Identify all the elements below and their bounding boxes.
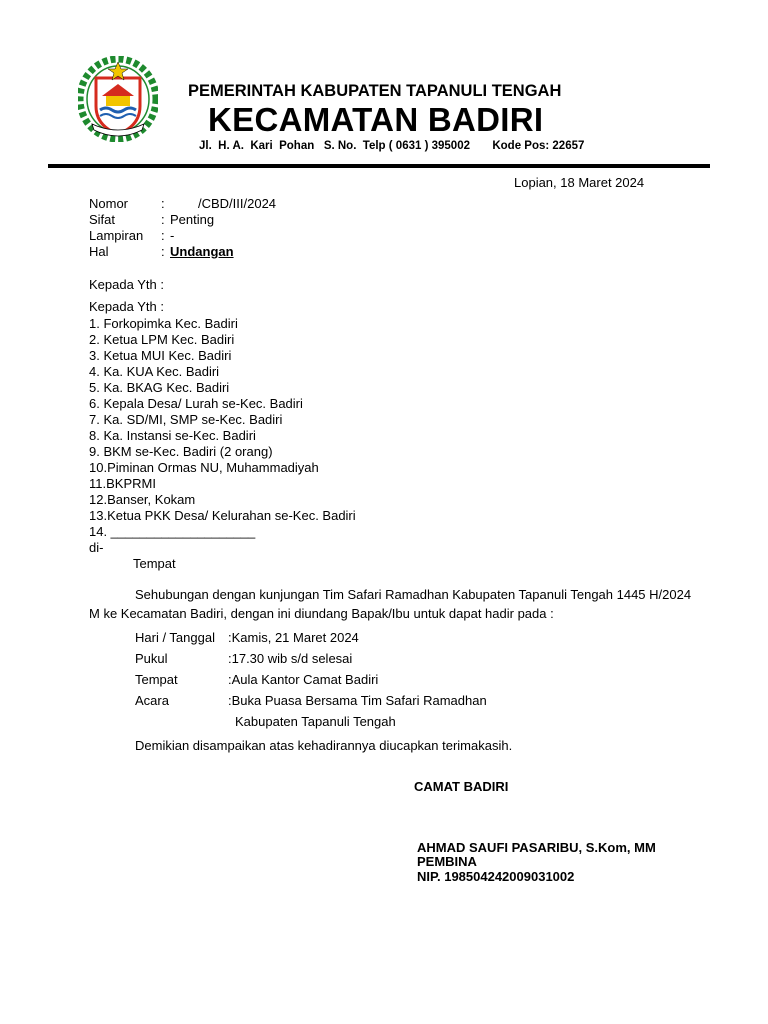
header-office-title: KECAMATAN BADIRI [208,101,544,138]
recipient-item: 12.Banser, Kokam [89,492,196,507]
detail-label-date: Hari / Tanggal [135,630,215,645]
detail-value-event-cont: Kabupaten Tapanuli Tengah [235,714,396,729]
place-date: Lopian, 18 Maret 2024 [514,175,645,190]
closing-sentence: Demikian disampaikan atas kehadirannya diucapkan terimakasih. [135,738,513,753]
meta-label-hal: Hal [89,244,109,259]
meta-colon-hal: : [161,244,165,259]
meta-colon-nomor: : [161,196,165,211]
detail-value-place: :Aula Kantor Camat Badiri [228,672,379,687]
to-heading-1: Kepada Yth : [89,277,164,292]
recipient-item: 11.BKPRMI [89,476,156,491]
meta-label-lampiran: Lampiran [89,228,144,243]
signer-rank: PEMBINA [417,854,477,869]
recipient-item: 3. Ketua MUI Kec. Badiri [89,348,232,363]
recipient-item: 4. Ka. KUA Kec. Badiri [89,364,220,379]
recipient-item: 5. Ka. BKAG Kec. Badiri [89,380,230,395]
meta-value-nomor: /CBD/III/2024 [198,196,277,211]
to-heading-2: Kepada Yth : [89,299,164,314]
signer-nip: NIP. 198504242009031002 [417,869,575,884]
meta-label-nomor: Nomor [89,196,129,211]
detail-label-event: Acara [135,693,169,708]
detail-value-time: :17.30 wib s/d selesai [228,651,353,666]
recipient-item: 2. Ketua LPM Kec. Badiri [89,332,235,347]
meta-label-sifat: Sifat [89,212,116,227]
recipient-item: 7. Ka. SD/MI, SMP se-Kec. Badiri [89,412,283,427]
meta-colon-lampiran: : [161,228,165,243]
body-paragraph-line2: M ke Kecamatan Badiri, dengan ini diundang Bapak/Ibu untuk dapat hadir pada : [89,606,554,621]
recipient-item: 6. Kepala Desa/ Lurah se-Kec. Badiri [89,396,303,411]
detail-label-time: Pukul [135,651,168,666]
di-label: di- [89,540,104,555]
recipient-item: 1. Forkopimka Kec. Badiri [89,316,238,331]
detail-label-place: Tempat [135,672,178,687]
meta-colon-sifat: : [161,212,165,227]
recipient-item: 10.Piminan Ormas NU, Muhammadiyah [89,460,319,475]
header-divider [48,164,710,168]
recipient-item: 14. ____________________ [89,524,256,539]
body-paragraph-line1: Sehubungan dengan kunjungan Tim Safari Ramadhan Kabupaten Tapanuli Tengah 1445 H/2024 [135,587,692,602]
header-address: Jl. H. A. Kari Pohan S. No. Telp ( 0631 ) 395002 Kode Pos: 22657 [199,140,585,152]
regency-emblem-icon [78,56,158,142]
signer-title: CAMAT BADIRI [414,779,509,794]
detail-value-date: :Kamis, 21 Maret 2024 [228,630,359,645]
recipient-item: 9. BKM se-Kec. Badiri (2 orang) [89,444,273,459]
recipient-item: 13.Ketua PKK Desa/ Kelurahan se-Kec. Badiri [89,508,356,523]
meta-value-sifat: Penting [170,212,215,227]
meta-value-lampiran: - [170,228,175,243]
detail-value-event: :Buka Puasa Bersama Tim Safari Ramadhan [228,693,487,708]
meta-value-hal: Undangan [170,244,234,259]
recipient-item: 8. Ka. Instansi se-Kec. Badiri [89,428,256,443]
header-government-title: PEMERINTAH KABUPATEN TAPANULI TENGAH [188,82,562,100]
signer-name: AHMAD SAUFI PASARIBU, S.Kom, MM [417,840,656,855]
tempat-label: Tempat [133,556,176,571]
